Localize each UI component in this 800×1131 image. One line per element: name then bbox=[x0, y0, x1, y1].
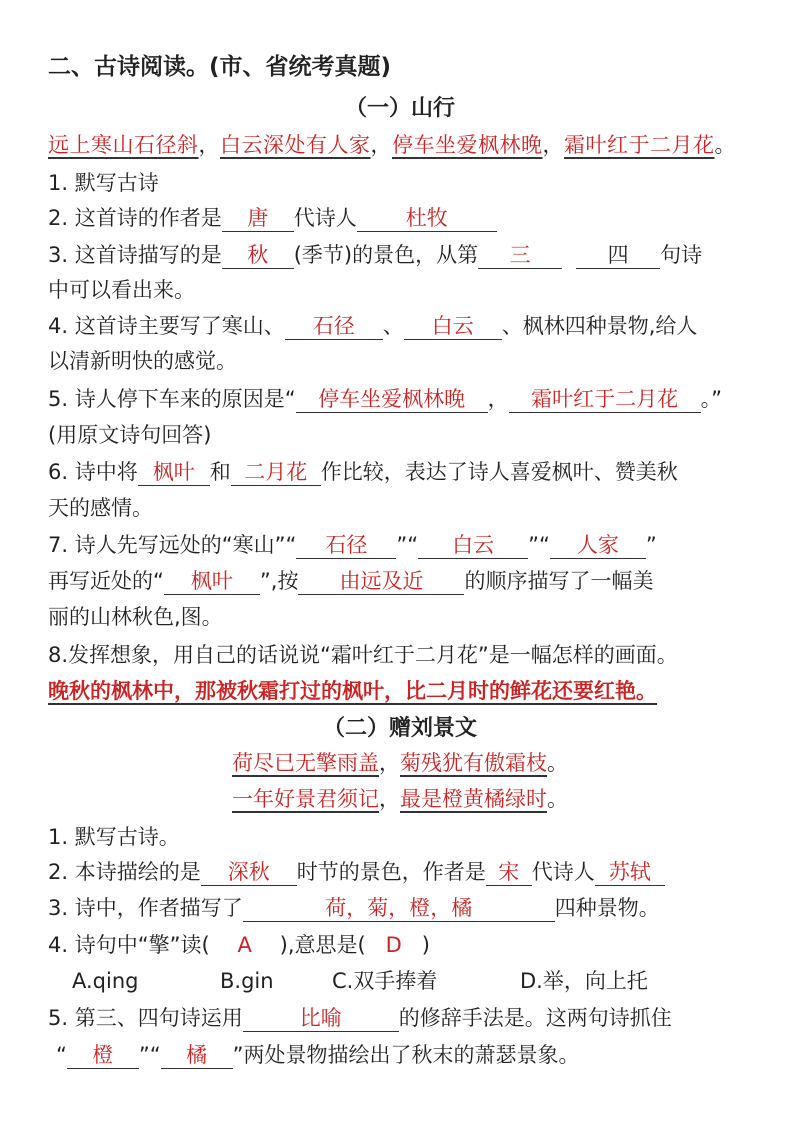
poem1-punct-2: ， bbox=[370, 133, 392, 157]
p1-q6-suffix: 作比较，表达了诗人喜爱枫叶、赞美秋 bbox=[320, 460, 678, 484]
p1-q3 bbox=[48, 240, 760, 270]
p1-q7-line2-suffix: 的顺序描写了一幅美 bbox=[464, 569, 654, 593]
p1-q7-quote-2: ”“ bbox=[528, 533, 550, 557]
p2-q2-answer-dynasty[interactable]: 宋 bbox=[486, 859, 532, 886]
p2-q4-mid: ),意思是( bbox=[279, 933, 366, 957]
p2-q4-suffix: ) bbox=[421, 933, 430, 957]
p1-q1: 1. 默写古诗 bbox=[48, 171, 159, 195]
poem2-punct-1: ， bbox=[379, 751, 400, 775]
p2-q4-prefix: 4. 诗句中“擎”读( bbox=[48, 933, 210, 957]
p1-q8: 8.发挥想象，用自己的话说说“霜叶红于二月花”是一幅怎样的画面。 bbox=[48, 643, 678, 667]
p1-q7-answer-c[interactable]: 人家 bbox=[550, 532, 646, 559]
p1-q5-line2: (用原文诗句回答) bbox=[48, 423, 212, 447]
p1-q4-sep: 、 bbox=[382, 314, 404, 338]
p1-q7 bbox=[48, 530, 760, 560]
p2-q4-options bbox=[72, 966, 760, 996]
p2-q4-option-a: A.qing bbox=[72, 969, 139, 993]
p1-q6-line2: 天的感情。 bbox=[48, 496, 153, 520]
p2-q3-answer[interactable]: 荷，菊，橙，橘 bbox=[243, 895, 555, 922]
p1-q4-answer-b[interactable]: 白云 bbox=[404, 313, 502, 340]
p1-q7-answer-d[interactable]: 枫叶 bbox=[164, 568, 260, 595]
poem2-line-4: 最是橙黄橘绿时 bbox=[400, 787, 547, 811]
p1-q6-answer-a[interactable]: 枫叶 bbox=[138, 459, 210, 486]
p1-q3-suffix: 句诗 bbox=[660, 243, 703, 267]
p2-q5-open: “ bbox=[56, 1043, 67, 1067]
p1-q8-answer-text: 晚秋的枫林中，那被秋霜打过的枫叶，比二月时的鲜花还要红艳。 bbox=[48, 679, 657, 703]
p2-q4 bbox=[48, 930, 760, 960]
p1-q3-mid: (季节)的景色，从第 bbox=[293, 243, 479, 267]
poem2-line-2: 菊残犹有傲霜枝 bbox=[400, 751, 547, 775]
p2-q5-answer-a[interactable]: 橙 bbox=[67, 1042, 139, 1069]
poem1-punct-1: ， bbox=[198, 133, 220, 157]
poem2-punct-2: 。 bbox=[547, 751, 568, 775]
p1-q6 bbox=[48, 457, 760, 487]
poem1-line-1: 远上寒山石径斜 bbox=[48, 133, 199, 157]
poem2-text-line1 bbox=[40, 748, 760, 778]
p2-q3-prefix: 3. 诗中，作者描写了 bbox=[48, 896, 243, 920]
p2-q2-answer-poet[interactable]: 苏轼 bbox=[595, 859, 665, 886]
p1-q4-suffix: 、枫林四种景物,给人 bbox=[501, 314, 698, 338]
p1-q3-prefix: 3. 这首诗描写的是 bbox=[48, 243, 222, 267]
p2-q2-mid: 时节的景色，作者是 bbox=[296, 860, 486, 884]
p1-q3-answer-season[interactable]: 秋 bbox=[222, 242, 294, 269]
section-title: 二、古诗阅读。(市、省统考真题) bbox=[48, 54, 392, 80]
poem1-line-2: 白云深处有人家 bbox=[220, 133, 371, 157]
poem2-line-1: 荷尽已无擎雨盖 bbox=[232, 751, 379, 775]
p2-q4-answer-a[interactable]: A bbox=[237, 933, 252, 957]
p1-q7-prefix: 7. 诗人先写远处的“寒山”“ bbox=[48, 533, 297, 557]
p1-q5-answer-b[interactable]: 霜叶红于二月花 bbox=[509, 386, 701, 413]
p1-q8-answer[interactable] bbox=[48, 676, 760, 706]
p2-q5-suffix: 的修辞手法是。这两句诗抓住 bbox=[398, 1006, 672, 1030]
poem1-line-3: 停车坐爱枫林晚 bbox=[392, 133, 543, 157]
poem2-text-line2 bbox=[40, 784, 760, 814]
poem1-punct-4: 。 bbox=[714, 133, 736, 157]
poem1-title: （一）山行 bbox=[344, 96, 455, 121]
p1-q7-line2 bbox=[48, 566, 760, 596]
p1-q6-prefix: 6. 诗中将 bbox=[48, 460, 138, 484]
poem2-title: （二）赠刘景文 bbox=[322, 716, 477, 741]
poem2-line-3: 一年好景君须记 bbox=[232, 787, 379, 811]
p1-q5 bbox=[48, 384, 760, 414]
p1-q5-prefix: 5. 诗人停下车来的原因是“ bbox=[48, 387, 296, 411]
p2-q5-answer-device[interactable]: 比喻 bbox=[243, 1005, 399, 1032]
p2-q1: 1. 默写古诗。 bbox=[48, 825, 180, 849]
p2-q5-prefix: 5. 第三、四句诗运用 bbox=[48, 1006, 243, 1030]
p1-q7-answer-b[interactable]: 白云 bbox=[418, 532, 528, 559]
p2-q5 bbox=[48, 1003, 760, 1033]
p1-q4-prefix: 4. 这首诗主要写了寒山、 bbox=[48, 314, 285, 338]
p1-q6-answer-b[interactable]: 二月花 bbox=[231, 459, 321, 486]
p2-q2-mid2: 代诗人 bbox=[531, 860, 595, 884]
p2-q5-suffix-2: ”两处景物描绘出了秋末的萧瑟景象。 bbox=[232, 1043, 580, 1067]
p1-q4 bbox=[48, 311, 760, 341]
poem1-text bbox=[48, 130, 760, 160]
p1-q7-line2-mid: ”,按 bbox=[259, 569, 299, 593]
p1-q2-answer-poet[interactable]: 杜牧 bbox=[357, 205, 497, 232]
p1-q7-line2-prefix: 再写近处的“ bbox=[48, 569, 164, 593]
p1-q3-answer-line-a[interactable]: 三 bbox=[478, 242, 562, 269]
p1-q4-answer-a[interactable]: 石径 bbox=[285, 313, 383, 340]
p2-q5-line2 bbox=[56, 1040, 760, 1070]
p1-q7-quote-1: ”“ bbox=[396, 533, 419, 557]
p2-q4-answer-b[interactable]: D bbox=[385, 933, 402, 957]
p1-q5-suffix: 。” bbox=[700, 387, 722, 411]
p2-q3-suffix: 四种景物。 bbox=[554, 896, 660, 920]
p2-q4-option-d: D.举，向上托 bbox=[520, 969, 648, 993]
p1-q7-line3: 丽的山林秋色,图。 bbox=[48, 605, 223, 629]
p2-q4-option-b: B.gin bbox=[220, 969, 274, 993]
poem1-punct-3: ， bbox=[542, 133, 564, 157]
p1-q6-mid: 和 bbox=[209, 460, 231, 484]
p1-q2-mid: 代诗人 bbox=[293, 206, 357, 230]
p1-q5-sep: ， bbox=[487, 387, 509, 411]
p1-q4-line2: 以清新明快的感觉。 bbox=[48, 349, 237, 373]
p2-q3 bbox=[48, 893, 760, 923]
p1-q7-answer-a[interactable]: 石径 bbox=[296, 532, 396, 559]
p2-q2-prefix: 2. 本诗描绘的是 bbox=[48, 860, 201, 884]
p2-q2-answer-season[interactable]: 深秋 bbox=[201, 859, 297, 886]
p1-q3-answer-line-b[interactable]: 四 bbox=[576, 242, 660, 269]
poem1-line-4: 霜叶红于二月花 bbox=[564, 133, 715, 157]
poem2-punct-4: 。 bbox=[547, 787, 568, 811]
p1-q5-answer-a[interactable]: 停车坐爱枫林晚 bbox=[296, 386, 488, 413]
p2-q2 bbox=[48, 857, 760, 887]
p1-q2-prefix: 2. 这首诗的作者是 bbox=[48, 206, 222, 230]
p1-q2-answer-dynasty[interactable]: 唐 bbox=[222, 205, 294, 232]
p2-q5-answer-b[interactable]: 橘 bbox=[161, 1042, 233, 1069]
poem2-punct-3: ， bbox=[379, 787, 400, 811]
p1-q3-line2: 中可以看出来。 bbox=[48, 278, 195, 302]
p2-q5-mid: ”“ bbox=[138, 1043, 161, 1067]
p1-q2 bbox=[48, 203, 760, 233]
p1-q7-answer-e[interactable]: 由远及近 bbox=[298, 568, 464, 595]
p2-q4-option-c: C.双手捧着 bbox=[332, 969, 438, 993]
p1-q7-quote-3: ” bbox=[645, 533, 657, 557]
